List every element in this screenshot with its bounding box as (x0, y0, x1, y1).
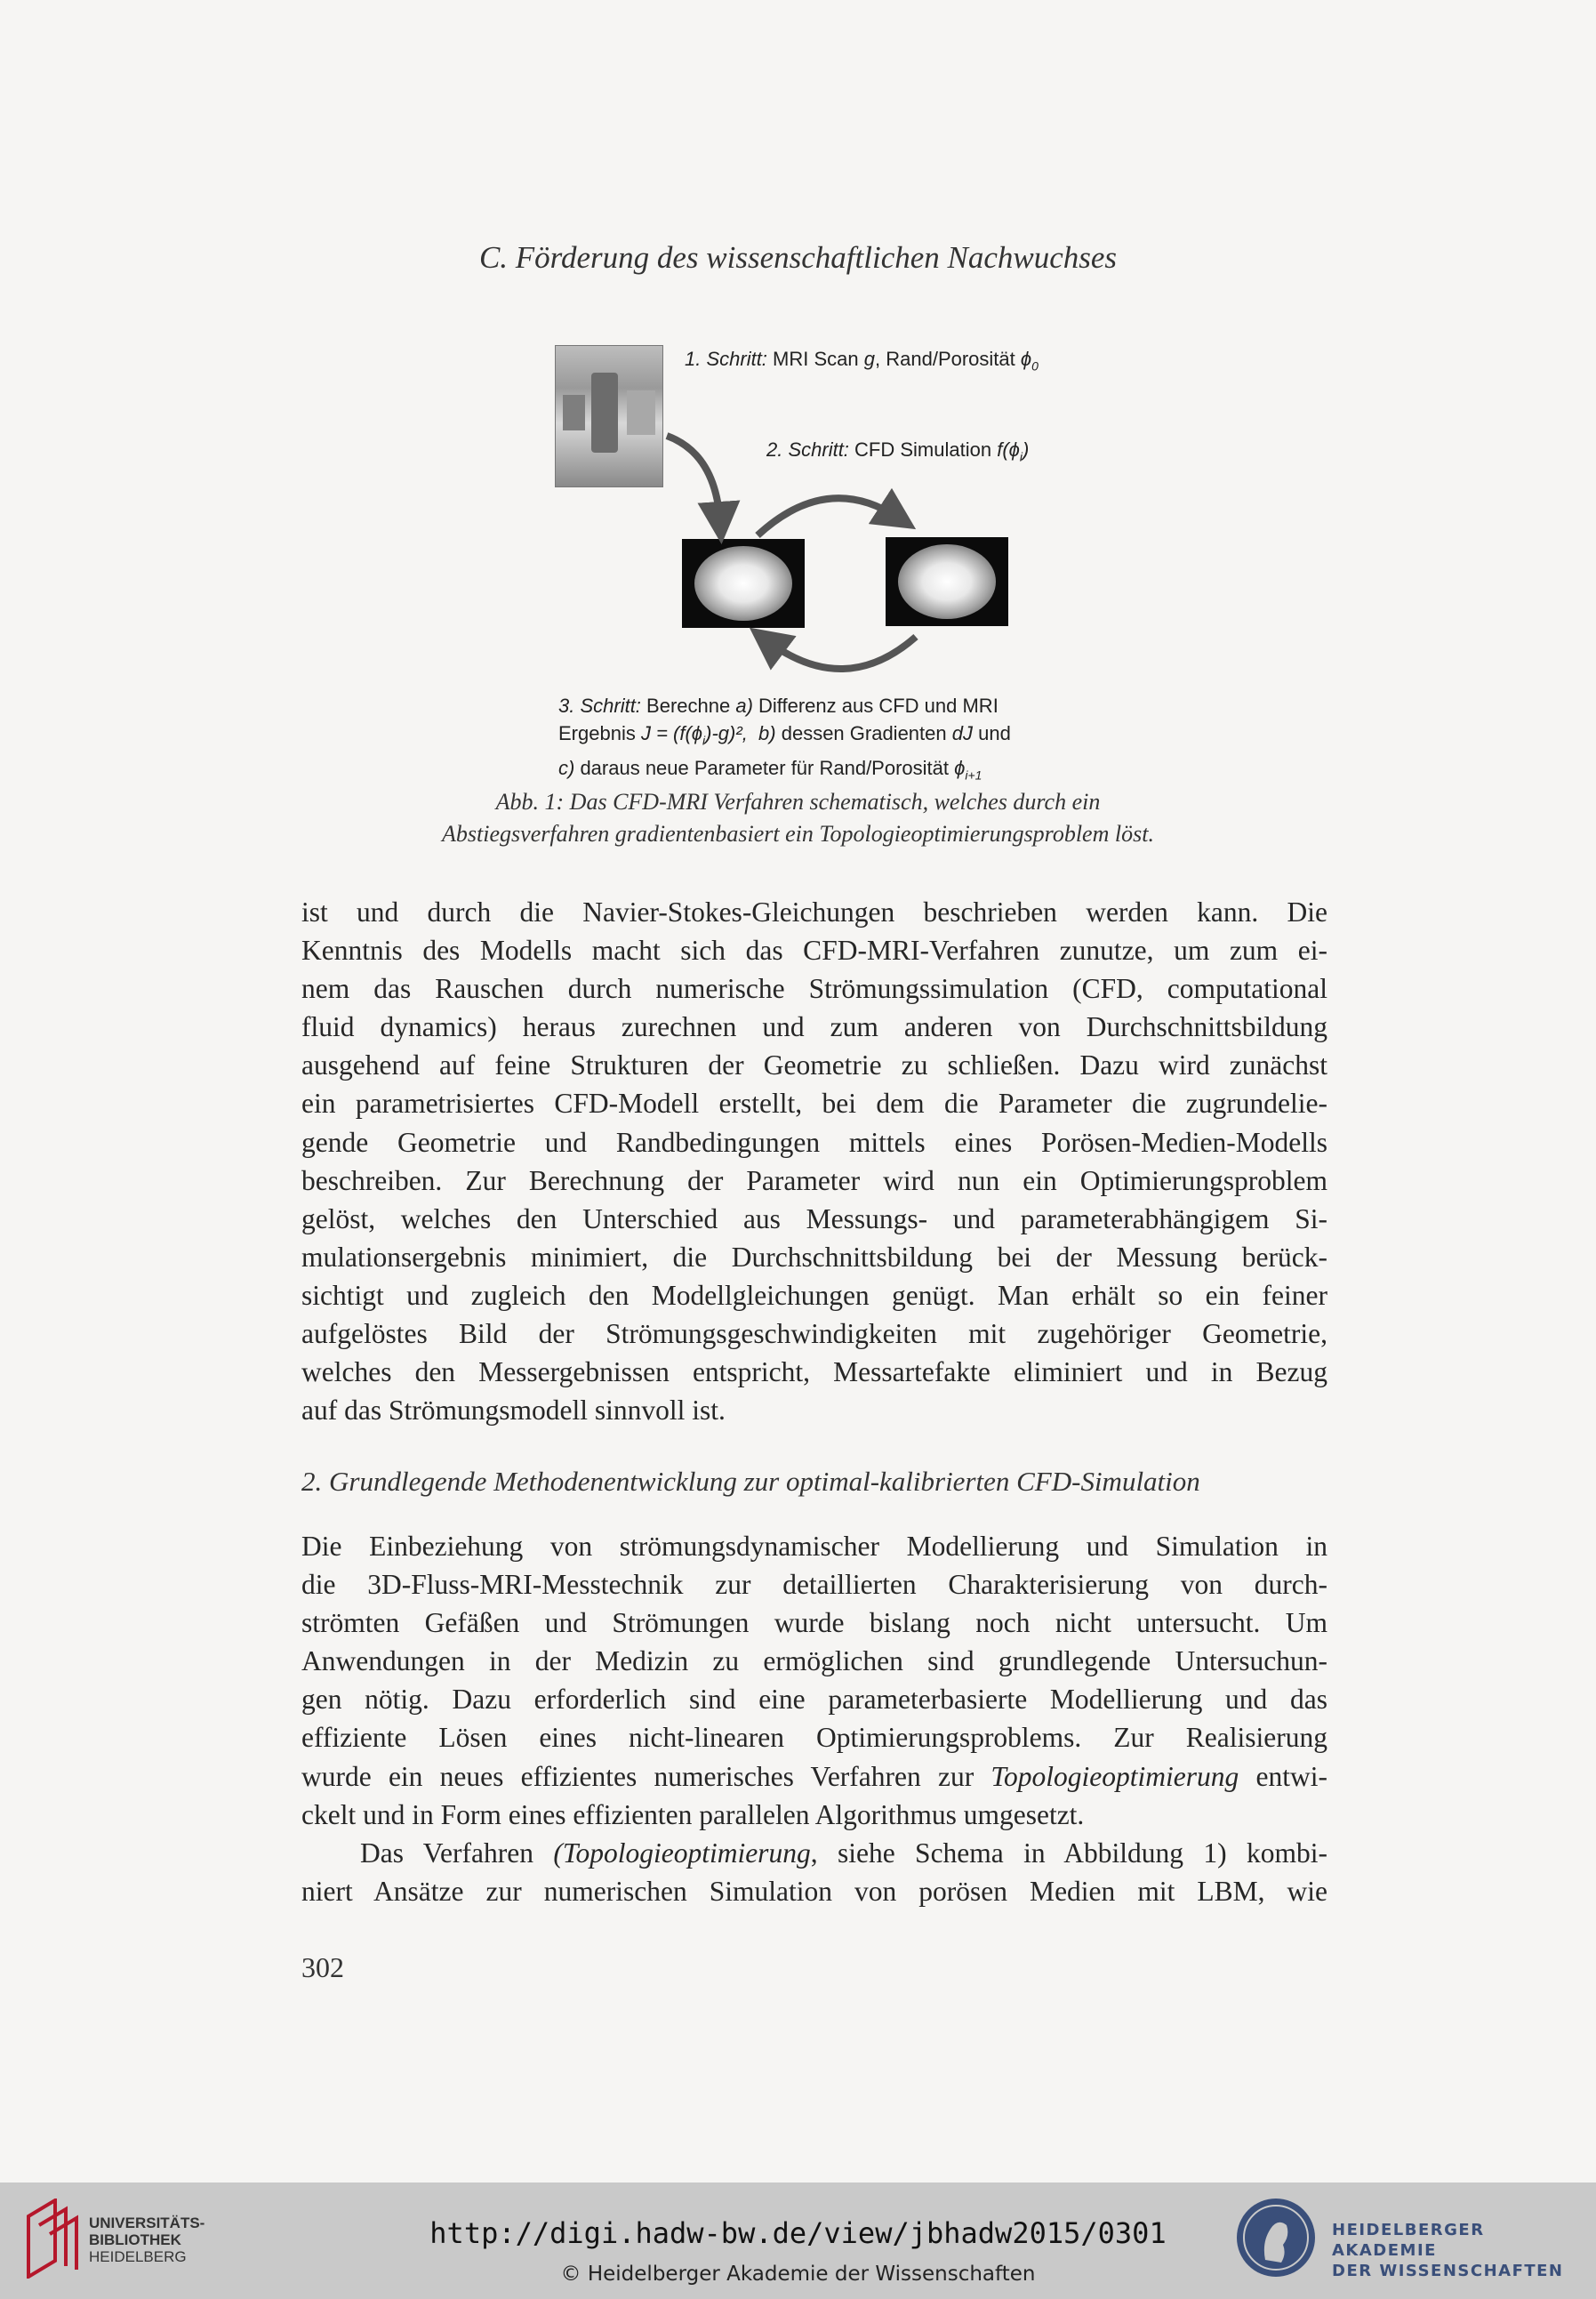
hadw-wordmark[interactable]: HEIDELBERGER AKADEMIE DER WISSENSCHAFTEN (1332, 2221, 1564, 2280)
arrow-scan-to-mri (667, 436, 720, 523)
arrow-mri-to-cfd (758, 498, 898, 535)
ub-heidelberg-wordmark[interactable]: UNIVERSITÄTS- BIBLIOTHEK HEIDELBERG (89, 2215, 205, 2265)
paragraph-3: Das Verfahren (Topologieoptimierung, siehe Schema in Abbildung 1) kombi- niert Ansätze zur numerischen Simulation von porösen Medien mit LBM, wie (301, 1837, 1328, 1908)
source-url-link[interactable]: http://digi.hadw-bw.de/view/jbhadw2015/0301 (429, 2216, 1167, 2250)
step3-label: 3. Schritt: Berechne a) Differenz aus CFD und MRI Ergebnis $J = (f(\phi_i)-g)^2$, b) dessen Gradienten dJ und c) daraus neue Parameter für Rand/Porosität $\phi_{i+1}$ (558, 695, 1011, 783)
copyright-notice: © Heidelberger Akademie der Wissenschaften (560, 2263, 1036, 2286)
figure-cfd-mri-schema (533, 338, 1103, 783)
arrow-cfd-to-mri (766, 637, 916, 669)
figure-caption: Abb. 1: Das CFD-MRI Verfahren schematisch, welches durch ein Abstiegsverfahren gradientenbasiert ein Topologieoptimierungsproblem löst. (442, 789, 1154, 847)
paragraph-2: Die Einbeziehung von strömungsdynamischer Modellierung und Simulation in die 3D-Fluss-MRI-Messtechnik zur detaillierten Charakterisierung von durch- strömten Gefäßen und Strömungen wurde bislang noch nicht untersucht. Um Anwendungen in der Medizin zu ermöglichen sind grundlegende Untersuchun- gen nötig. Dazu erforderlich sind eine parameterbasierte Modellierung und das effiziente Lösen eines nicht-linearen Optimierungsproblems. Zur Realisierung wurde ein neues effizientes numerisches Verfahren zur Topologieoptimierung entwi- ckelt und in Form eines effizienten parallelen Algorithmus umgesetzt. (301, 1531, 1327, 1830)
step1-label: 1. Schritt: MRI Scan g, Rand/Porosität $\phi_0$ (685, 348, 1039, 374)
page-number: 302 (301, 1951, 344, 1983)
running-header: C. Förderung des wissenschaftlichen Nachwuchses (478, 240, 1118, 275)
hadw-seal-logo-icon[interactable] (1231, 2193, 1320, 2282)
section-heading: 2. Grundlegende Methodenentwicklung zur optimal-kalibrierten CFD-Simulation (301, 1466, 1200, 1497)
step2-label: 2. Schritt: CFD Simulation $f(\phi_i)$ (766, 438, 1030, 464)
footer-bar (0, 2182, 1596, 2299)
paragraph-1: ist und durch die Navier-Stokes-Gleichungen beschrieben werden kann. Die Kenntnis des Modells macht sich das CFD-MRI-Verfahren zunutze, um zum ei- nem das Rauschen durch numerische Strömungssimulation (CFD, computational fluid dynamics) heraus zurechnen und zum anderen von Durchschnittsbildung ausgehend auf feine Strukturen der Geometrie zu schließen. Dazu wird zunächst ein parametrisiertes CFD-Modell erstellt, bei dem die Parameter die zugrundelie- gende Geometrie und Randbedingungen mittels eines Porösen-Medien-Modells beschreiben. Zur Berechnung der Parameter wird nun ein Optimierungsproblem gelöst, welches den Unterschied aus Messungs- und parameterabhängigem Si- mulationsergebnis minimiert, die Durchschnittsbildung bei der Messung berück- sichtigt und zugleich den Modellgleichungen genügt. Man erhält so ein feiner aufgelöstes Bild der Strömungsgeschwindigkeiten mit zugehöriger Geometrie, welches den Messergebnissen entspricht, Messartefakte eliminiert und in Bezug auf das Strömungsmodell sinnvoll ist. (301, 896, 1327, 1427)
